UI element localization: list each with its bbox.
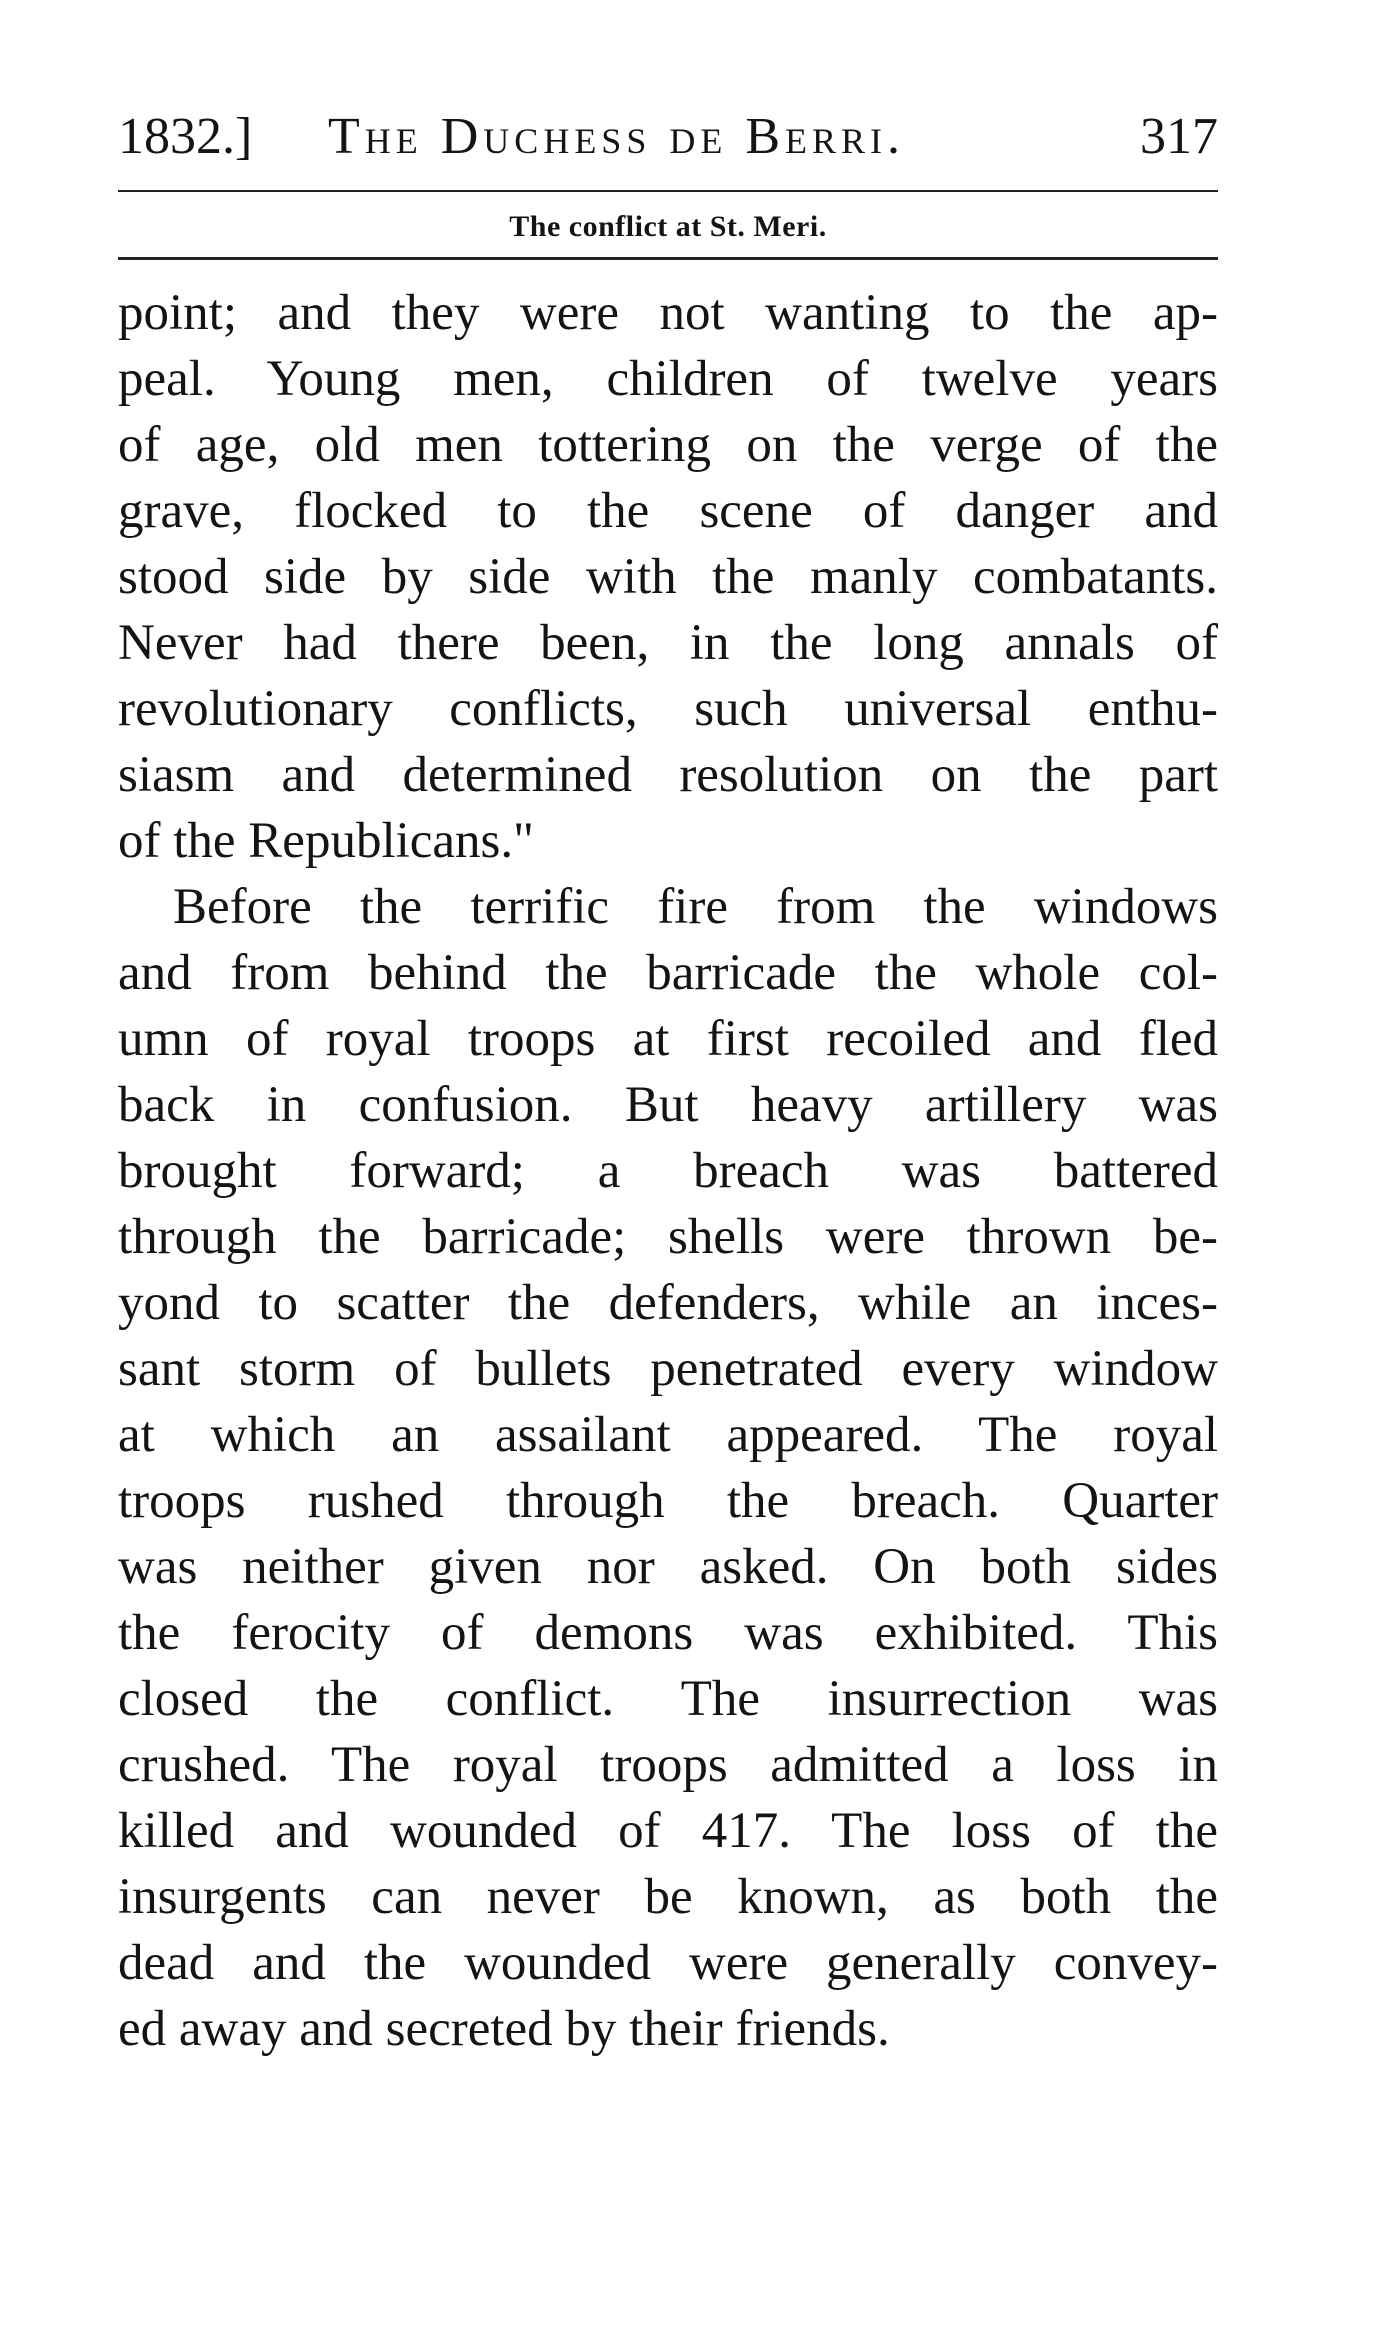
- header-rule-top: [118, 190, 1218, 192]
- body-text: [118, 280, 1218, 2062]
- paragraph-2: [118, 874, 1218, 2062]
- text-line: sant storm of bullets penetrated every window: [118, 1341, 1218, 1397]
- text-line: the ferocity of demons was exhibited. This: [118, 1605, 1218, 1661]
- text-line: back in confusion. But heavy artillery was: [118, 1077, 1218, 1133]
- text-line: stood side by side with the manly combatants.: [118, 549, 1218, 605]
- section-subheading: The conflict at St. Meri.: [509, 210, 827, 243]
- text-line: and from behind the barricade the whole col-: [118, 945, 1218, 1001]
- text-line: at which an assailant appeared. The royal: [118, 1407, 1218, 1463]
- text-line: closed the conflict. The insurrection was: [118, 1671, 1218, 1727]
- text-line: umn of royal troops at first recoiled and fled: [118, 1011, 1218, 1067]
- text-line: yond to scatter the defenders, while an inces-: [118, 1275, 1218, 1331]
- text-line: troops rushed through the breach. Quarter: [118, 1473, 1218, 1529]
- running-head: [118, 106, 1218, 168]
- text-line: Before the terrific fire from the windows: [173, 879, 1218, 935]
- header-rule-bottom: [118, 257, 1218, 260]
- text-line: ed away and secreted by their friends.: [118, 2001, 890, 2057]
- text-line: Never had there been, in the long annals of: [118, 615, 1218, 671]
- text-line: point; and they were not wanting to the ap-: [118, 285, 1218, 341]
- running-head-title: The Duchess de Berri.: [328, 108, 906, 165]
- text-line: killed and wounded of 417. The loss of the: [118, 1803, 1218, 1859]
- text-line: brought forward; a breach was battered: [118, 1143, 1218, 1199]
- text-line: crushed. The royal troops admitted a loss in: [118, 1737, 1218, 1793]
- text-line: dead and the wounded were generally convey-: [118, 1935, 1218, 1991]
- text-line: of age, old men tottering on the verge of the: [118, 417, 1218, 473]
- running-head-year: 1832.]: [118, 108, 253, 165]
- text-line: insurgents can never be known, as both the: [118, 1869, 1218, 1925]
- page-number: 317: [1140, 108, 1218, 165]
- text-line: revolutionary conflicts, such universal enthu-: [118, 681, 1218, 737]
- text-line: siasm and determined resolution on the part: [118, 747, 1218, 803]
- paragraph-1: [118, 280, 1218, 874]
- text-line: grave, flocked to the scene of danger and: [118, 483, 1218, 539]
- text-line: was neither given nor asked. On both sides: [118, 1539, 1218, 1595]
- text-line: through the barricade; shells were thrown be-: [118, 1209, 1218, 1265]
- text-line: peal. Young men, children of twelve years: [118, 351, 1218, 407]
- text-line: of the Republicans.": [118, 813, 534, 869]
